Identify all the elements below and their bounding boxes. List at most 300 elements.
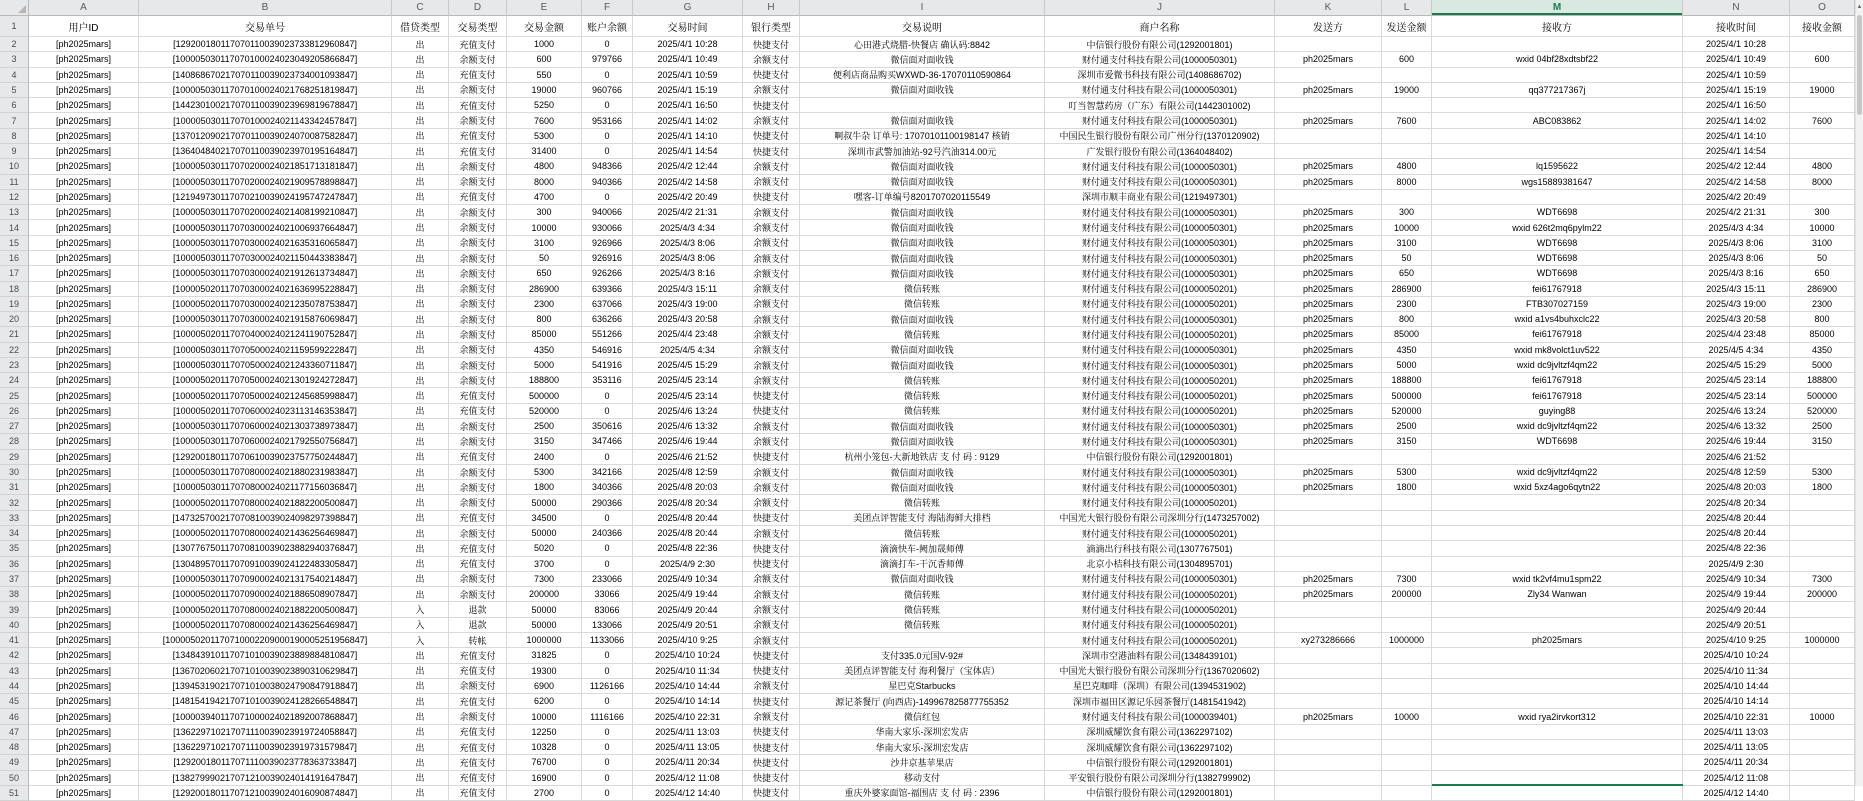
cell-K35[interactable] [1275,541,1382,556]
cell-L47[interactable] [1382,725,1432,740]
cell-J13[interactable]: 财付通支付科技有限公司(1000050301) [1045,205,1275,220]
cell-C13[interactable]: 出 [392,205,449,220]
cell-C20[interactable]: 出 [392,312,449,327]
cell-M36[interactable] [1432,557,1683,572]
cell-J41[interactable]: 财付通支付科技有限公司(1000050201) [1045,633,1275,648]
cell-K14[interactable]: ph2025mars [1275,220,1382,235]
cell-J35[interactable]: 滴滴出行科技有限公司(1307767501) [1045,541,1275,556]
cell-K9[interactable] [1275,144,1382,159]
cell-J31[interactable]: 财付通支付科技有限公司(1000050301) [1045,480,1275,495]
cell-E5[interactable]: 19000 [507,83,582,98]
cell-E7[interactable]: 7600 [507,113,582,128]
cell-O47[interactable] [1790,725,1855,740]
cell-C17[interactable]: 出 [392,266,449,281]
cell-H43[interactable]: 快捷支付 [743,664,800,679]
cell-D31[interactable]: 余额支付 [449,480,507,495]
column-header-M[interactable]: 接收方 [1432,16,1683,37]
cell-A21[interactable]: [ph2025mars] [29,327,139,342]
cell-L40[interactable] [1382,618,1432,633]
cell-N35[interactable]: 2025/4/8 22:36 [1683,541,1790,556]
cell-D48[interactable]: 充值支付 [449,740,507,755]
cell-C5[interactable]: 出 [392,83,449,98]
cell-M40[interactable] [1432,618,1683,633]
cell-I43[interactable]: 美团点评智能支付 海利餐厅（宝体店） [800,664,1045,679]
cell-L14[interactable]: 10000 [1382,220,1432,235]
cell-I3[interactable]: 微信面对面收钱 [800,52,1045,67]
cell-O51[interactable] [1790,786,1855,801]
cell-K32[interactable] [1275,495,1382,510]
cell-H38[interactable]: 余额支付 [743,587,800,602]
scrollbar-thumb[interactable] [1857,15,1862,115]
cell-I23[interactable]: 微信面对面收钱 [800,358,1045,373]
cell-A43[interactable]: [ph2025mars] [29,664,139,679]
cell-O25[interactable]: 500000 [1790,388,1855,403]
cell-J22[interactable]: 财付通支付科技有限公司(1000050301) [1045,343,1275,358]
cell-G31[interactable]: 2025/4/8 20:03 [633,480,743,495]
cell-B31[interactable]: [100005030117070800024021177156036847] [139,480,392,495]
cell-I48[interactable]: 华南大家乐-深圳宏发店 [800,740,1045,755]
cell-A34[interactable]: [ph2025mars] [29,526,139,541]
cell-G2[interactable]: 2025/4/1 10:28 [633,37,743,52]
cell-K25[interactable]: ph2025mars [1275,388,1382,403]
cell-C49[interactable]: 出 [392,755,449,770]
cell-M51[interactable] [1432,786,1683,801]
cell-N21[interactable]: 2025/4/4 23:48 [1683,327,1790,342]
cell-G9[interactable]: 2025/4/1 14:54 [633,144,743,159]
cell-E4[interactable]: 550 [507,68,582,83]
cell-H51[interactable]: 快捷支付 [743,786,800,801]
cell-F4[interactable]: 0 [582,68,633,83]
row-number[interactable]: 25 [0,388,29,403]
cell-K28[interactable]: ph2025mars [1275,434,1382,449]
cell-M4[interactable] [1432,68,1683,83]
cell-E16[interactable]: 50 [507,251,582,266]
cell-A42[interactable]: [ph2025mars] [29,648,139,663]
cell-B49[interactable]: [129200180117071110039023778363733847] [139,755,392,770]
cell-D43[interactable]: 充值支付 [449,664,507,679]
cell-J42[interactable]: 深圳市空港油料有限公司(1348439101) [1045,648,1275,663]
cell-N36[interactable]: 2025/4/9 2:30 [1683,557,1790,572]
cell-O35[interactable] [1790,541,1855,556]
cell-F36[interactable]: 0 [582,557,633,572]
cell-B45[interactable]: [148154194217071010039024128266548847] [139,694,392,709]
cell-A31[interactable]: [ph2025mars] [29,480,139,495]
cell-F26[interactable]: 0 [582,404,633,419]
cell-G10[interactable]: 2025/4/2 12:44 [633,159,743,174]
cell-B48[interactable]: [136229710217071110039023919731579847] [139,740,392,755]
cell-K17[interactable]: ph2025mars [1275,266,1382,281]
cell-C46[interactable]: 出 [392,709,449,724]
cell-I46[interactable]: 微信红包 [800,709,1045,724]
cell-I16[interactable]: 微信面对面收钱 [800,251,1045,266]
cell-E2[interactable]: 1000 [507,37,582,52]
cell-M46[interactable]: wxid rya2irvkort312 [1432,709,1683,724]
cell-J38[interactable]: 财付通支付科技有限公司(1000050201) [1045,587,1275,602]
cell-B2[interactable]: [129200180117070110039023733812960847] [139,37,392,52]
cell-B26[interactable]: [100005020117070600024023113146353847] [139,404,392,419]
cell-A13[interactable]: [ph2025mars] [29,205,139,220]
cell-D11[interactable]: 余额支付 [449,175,507,190]
cell-L43[interactable] [1382,664,1432,679]
cell-I10[interactable]: 微信面对面收钱 [800,159,1045,174]
cell-H14[interactable]: 余额支付 [743,220,800,235]
cell-D15[interactable]: 余额支付 [449,236,507,251]
cell-C2[interactable]: 出 [392,37,449,52]
cell-E30[interactable]: 5300 [507,465,582,480]
cell-L46[interactable]: 10000 [1382,709,1432,724]
cell-I35[interactable]: 滴滴快车-阙加晟师傅 [800,541,1045,556]
cell-D26[interactable]: 充值支付 [449,404,507,419]
cell-K30[interactable]: ph2025mars [1275,465,1382,480]
cell-H17[interactable]: 余额支付 [743,266,800,281]
cell-G29[interactable]: 2025/4/6 21:52 [633,450,743,465]
cell-H35[interactable]: 快捷支付 [743,541,800,556]
cell-N41[interactable]: 2025/4/10 9:25 [1683,633,1790,648]
cell-G43[interactable]: 2025/4/10 11:34 [633,664,743,679]
cell-A20[interactable]: [ph2025mars] [29,312,139,327]
cell-O22[interactable]: 4350 [1790,343,1855,358]
cell-L34[interactable] [1382,526,1432,541]
cell-D46[interactable]: 余额支付 [449,709,507,724]
cell-A27[interactable]: [ph2025mars] [29,419,139,434]
cell-C35[interactable]: 出 [392,541,449,556]
cell-O24[interactable]: 188800 [1790,373,1855,388]
cell-N33[interactable]: 2025/4/8 20:44 [1683,511,1790,526]
cell-H47[interactable]: 快捷支付 [743,725,800,740]
cell-E27[interactable]: 2500 [507,419,582,434]
cell-J44[interactable]: 星巴克咖啡（深圳）有限公司(1394531902) [1045,679,1275,694]
cell-L30[interactable]: 5300 [1382,465,1432,480]
cell-M13[interactable]: WDT6698 [1432,205,1683,220]
cell-E48[interactable]: 10328 [507,740,582,755]
cell-N25[interactable]: 2025/4/5 23:14 [1683,388,1790,403]
cell-H7[interactable]: 余额支付 [743,113,800,128]
cell-D41[interactable]: 转帐 [449,633,507,648]
cell-C39[interactable]: 入 [392,602,449,617]
cell-D3[interactable]: 余额支付 [449,52,507,67]
cell-I22[interactable]: 微信面对面收钱 [800,343,1045,358]
cell-F19[interactable]: 637066 [582,297,633,312]
cell-O39[interactable] [1790,602,1855,617]
cell-N17[interactable]: 2025/4/3 8:16 [1683,266,1790,281]
cell-O32[interactable] [1790,495,1855,510]
cell-B46[interactable]: [100003940117071000024021892007868847] [139,709,392,724]
cell-L5[interactable]: 19000 [1382,83,1432,98]
cell-E12[interactable]: 4700 [507,190,582,205]
cell-H36[interactable]: 快捷支付 [743,557,800,572]
cell-A23[interactable]: [ph2025mars] [29,358,139,373]
cell-A28[interactable]: [ph2025mars] [29,434,139,449]
cell-B28[interactable]: [100005030117070600024021792550756847] [139,434,392,449]
cell-A26[interactable]: [ph2025mars] [29,404,139,419]
cell-E33[interactable]: 34500 [507,511,582,526]
cell-G24[interactable]: 2025/4/5 23:14 [633,373,743,388]
cell-H12[interactable]: 快捷支付 [743,190,800,205]
cell-B33[interactable]: [147325700217070810039024098297398847] [139,511,392,526]
cell-G34[interactable]: 2025/4/8 20:44 [633,526,743,541]
cell-H16[interactable]: 余额支付 [743,251,800,266]
cell-I17[interactable]: 微信面对面收钱 [800,266,1045,281]
cell-M17[interactable]: WDT6698 [1432,266,1683,281]
cell-L36[interactable] [1382,557,1432,572]
cell-J48[interactable]: 深圳威耀饮食有限公司(1362297102) [1045,740,1275,755]
cell-C42[interactable]: 出 [392,648,449,663]
cell-D29[interactable]: 充值支付 [449,450,507,465]
row-number[interactable]: 19 [0,297,29,312]
cell-H4[interactable]: 快捷支付 [743,68,800,83]
cell-D39[interactable]: 退款 [449,602,507,617]
row-number[interactable]: 10 [0,159,29,174]
cell-K10[interactable]: ph2025mars [1275,159,1382,174]
cell-I26[interactable]: 微信转账 [800,404,1045,419]
cell-M12[interactable] [1432,190,1683,205]
cell-D20[interactable]: 余额支付 [449,312,507,327]
cell-L7[interactable]: 7600 [1382,113,1432,128]
cell-N12[interactable]: 2025/4/2 20:49 [1683,190,1790,205]
column-letter-F[interactable]: F [582,0,633,16]
cell-M11[interactable]: wgs15889381647 [1432,175,1683,190]
cell-J12[interactable]: 深圳市顺丰商业有限公司(1219497301) [1045,190,1275,205]
cell-B9[interactable]: [136404840217070110039023970195164847] [139,144,392,159]
cell-M39[interactable] [1432,602,1683,617]
cell-I42[interactable]: 支付335.0元国V-92# [800,648,1045,663]
cell-J14[interactable]: 财付通支付科技有限公司(1000050301) [1045,220,1275,235]
cell-N29[interactable]: 2025/4/6 21:52 [1683,450,1790,465]
cell-F10[interactable]: 948366 [582,159,633,174]
cell-C36[interactable]: 出 [392,557,449,572]
cell-I12[interactable]: 嘿客-订单编号8201707020115549 [800,190,1045,205]
cell-A47[interactable]: [ph2025mars] [29,725,139,740]
cell-O45[interactable] [1790,694,1855,709]
cell-B39[interactable]: [100005020117070800024021882200500847] [139,602,392,617]
cell-K39[interactable] [1275,602,1382,617]
cell-L8[interactable] [1382,129,1432,144]
cell-C31[interactable]: 出 [392,480,449,495]
cell-F51[interactable]: 0 [582,786,633,801]
cell-K49[interactable] [1275,755,1382,770]
cell-F16[interactable]: 926916 [582,251,633,266]
cell-O37[interactable]: 7300 [1790,572,1855,587]
cell-O9[interactable] [1790,144,1855,159]
cell-I30[interactable]: 微信面对面收钱 [800,465,1045,480]
column-header-F[interactable]: 账户余额 [582,16,633,37]
cell-L32[interactable] [1382,495,1432,510]
cell-D28[interactable]: 余额支付 [449,434,507,449]
cell-A45[interactable]: [ph2025mars] [29,694,139,709]
cell-J25[interactable]: 财付通支付科技有限公司(1000050201) [1045,388,1275,403]
column-letter-E[interactable]: E [507,0,582,16]
cell-I6[interactable] [800,98,1045,113]
cell-C47[interactable]: 出 [392,725,449,740]
cell-J21[interactable]: 财付通支付科技有限公司(1000050201) [1045,327,1275,342]
cell-L15[interactable]: 3100 [1382,236,1432,251]
row-number[interactable]: 35 [0,541,29,556]
row-number[interactable]: 51 [0,786,29,801]
cell-A46[interactable]: [ph2025mars] [29,709,139,724]
cell-O44[interactable] [1790,679,1855,694]
cell-F14[interactable]: 930066 [582,220,633,235]
cell-N45[interactable]: 2025/4/10 14:14 [1683,694,1790,709]
cell-M43[interactable] [1432,664,1683,679]
cell-F45[interactable]: 0 [582,694,633,709]
cell-A51[interactable]: [ph2025mars] [29,786,139,801]
cell-D50[interactable]: 充值支付 [449,771,507,786]
cell-M44[interactable] [1432,679,1683,694]
cell-F13[interactable]: 940066 [582,205,633,220]
cell-B17[interactable]: [100005030117070300024021912613734847] [139,266,392,281]
cell-E37[interactable]: 7300 [507,572,582,587]
column-letter-D[interactable]: D [449,0,507,16]
row-number[interactable]: 48 [0,740,29,755]
cell-A12[interactable]: [ph2025mars] [29,190,139,205]
cell-B24[interactable]: [100005020117070500024021301924272847] [139,373,392,388]
cell-B15[interactable]: [100005030117070300024021635316065847] [139,236,392,251]
cell-H44[interactable]: 余额支付 [743,679,800,694]
cell-F28[interactable]: 347466 [582,434,633,449]
cell-I9[interactable]: 深圳市武警加油站-92号汽油314.00元 [800,144,1045,159]
row-number[interactable]: 16 [0,251,29,266]
cell-G11[interactable]: 2025/4/2 14:58 [633,175,743,190]
cell-B16[interactable]: [100005030117070300024021150443383847] [139,251,392,266]
row-number[interactable]: 8 [0,129,29,144]
cell-D18[interactable]: 余额支付 [449,282,507,297]
cell-N13[interactable]: 2025/4/2 21:31 [1683,205,1790,220]
cell-O26[interactable]: 520000 [1790,404,1855,419]
cell-E50[interactable]: 16900 [507,771,582,786]
cell-J11[interactable]: 财付通支付科技有限公司(1000050301) [1045,175,1275,190]
cell-E10[interactable]: 4800 [507,159,582,174]
row-number[interactable]: 29 [0,450,29,465]
cell-M19[interactable]: FTB307027159 [1432,297,1683,312]
cell-L28[interactable]: 3150 [1382,434,1432,449]
cell-B10[interactable]: [100005030117070200024021851713181847] [139,159,392,174]
cell-E51[interactable]: 2700 [507,786,582,801]
cell-D36[interactable]: 充值支付 [449,557,507,572]
cell-I45[interactable]: 源记茶餐厅 (向西店)-149967825877755352 [800,694,1045,709]
row-number[interactable]: 4 [0,68,29,83]
cell-M7[interactable]: ABC083862 [1432,113,1683,128]
cell-I41[interactable] [800,633,1045,648]
cell-B20[interactable]: [100005030117070300024021915876069847] [139,312,392,327]
row-number[interactable]: 46 [0,709,29,724]
cell-K20[interactable]: ph2025mars [1275,312,1382,327]
cell-N47[interactable]: 2025/4/11 13:03 [1683,725,1790,740]
cell-E18[interactable]: 286900 [507,282,582,297]
cell-I11[interactable]: 微信面对面收钱 [800,175,1045,190]
cell-E24[interactable]: 188800 [507,373,582,388]
cell-F43[interactable]: 0 [582,664,633,679]
cell-M21[interactable]: fei61767918 [1432,327,1683,342]
cell-H18[interactable]: 余额支付 [743,282,800,297]
cell-K38[interactable]: ph2025mars [1275,587,1382,602]
cell-O5[interactable]: 19000 [1790,83,1855,98]
cell-C25[interactable]: 出 [392,388,449,403]
cell-A4[interactable]: [ph2025mars] [29,68,139,83]
cell-B18[interactable]: [100005020117070300024021636995228847] [139,282,392,297]
cell-B38[interactable]: [100005020117070900024021886508907847] [139,587,392,602]
row-number[interactable]: 26 [0,404,29,419]
cell-I24[interactable]: 微信转账 [800,373,1045,388]
cell-H22[interactable]: 余额支付 [743,343,800,358]
cell-D34[interactable]: 余额支付 [449,526,507,541]
cell-E28[interactable]: 3150 [507,434,582,449]
row-number[interactable]: 41 [0,633,29,648]
cell-E42[interactable]: 31825 [507,648,582,663]
cell-N28[interactable]: 2025/4/6 19:44 [1683,434,1790,449]
cell-G15[interactable]: 2025/4/3 8:06 [633,236,743,251]
cell-B51[interactable]: [129200180117071210039024016090874847] [139,786,392,801]
cell-O2[interactable] [1790,37,1855,52]
cell-D6[interactable]: 充值支付 [449,98,507,113]
cell-F41[interactable]: 1133066 [582,633,633,648]
column-letter-M[interactable]: M [1432,0,1683,16]
cell-I39[interactable]: 微信转账 [800,602,1045,617]
cell-G3[interactable]: 2025/4/1 10:49 [633,52,743,67]
cell-K19[interactable]: ph2025mars [1275,297,1382,312]
cell-A14[interactable]: [ph2025mars] [29,220,139,235]
cell-D12[interactable]: 充值支付 [449,190,507,205]
cell-E17[interactable]: 650 [507,266,582,281]
cell-C19[interactable]: 出 [392,297,449,312]
row-number[interactable]: 20 [0,312,29,327]
cell-B22[interactable]: [100005030117070500024021159599222847] [139,343,392,358]
cell-M15[interactable]: WDT6698 [1432,236,1683,251]
cell-H23[interactable]: 余额支付 [743,358,800,373]
cell-G8[interactable]: 2025/4/1 14:10 [633,129,743,144]
cell-C24[interactable]: 出 [392,373,449,388]
cell-A7[interactable]: [ph2025mars] [29,113,139,128]
cell-F29[interactable]: 0 [582,450,633,465]
cell-B47[interactable]: [136229710217071110039023919724058847] [139,725,392,740]
cell-N8[interactable]: 2025/4/1 14:10 [1683,129,1790,144]
cell-N14[interactable]: 2025/4/3 4:34 [1683,220,1790,235]
cell-G13[interactable]: 2025/4/2 21:31 [633,205,743,220]
cell-G38[interactable]: 2025/4/9 19:44 [633,587,743,602]
cell-E39[interactable]: 50000 [507,602,582,617]
cell-F37[interactable]: 233066 [582,572,633,587]
cell-C38[interactable]: 出 [392,587,449,602]
cell-N27[interactable]: 2025/4/6 13:32 [1683,419,1790,434]
cell-L2[interactable] [1382,37,1432,52]
cell-N10[interactable]: 2025/4/2 12:44 [1683,159,1790,174]
cell-L26[interactable]: 520000 [1382,404,1432,419]
row-number[interactable]: 11 [0,175,29,190]
cell-A48[interactable]: [ph2025mars] [29,740,139,755]
cell-I8[interactable]: 啊叔牛杂 订单号: 17070101100198147 核销 [800,129,1045,144]
cell-C32[interactable]: 出 [392,495,449,510]
row-number[interactable]: 38 [0,587,29,602]
cell-H39[interactable]: 余额支付 [743,602,800,617]
cell-E26[interactable]: 520000 [507,404,582,419]
cell-F20[interactable]: 636266 [582,312,633,327]
cell-K48[interactable] [1275,740,1382,755]
cell-F33[interactable]: 0 [582,511,633,526]
cell-L13[interactable]: 300 [1382,205,1432,220]
cell-N24[interactable]: 2025/4/5 23:14 [1683,373,1790,388]
cell-I5[interactable]: 微信面对面收钱 [800,83,1045,98]
cell-B8[interactable]: [137012090217070110039024070087582847] [139,129,392,144]
cell-H50[interactable]: 快捷支付 [743,771,800,786]
row-number[interactable]: 45 [0,694,29,709]
cell-K44[interactable] [1275,679,1382,694]
cell-E29[interactable]: 2400 [507,450,582,465]
cell-G45[interactable]: 2025/4/10 14:14 [633,694,743,709]
cell-L51[interactable] [1382,786,1432,801]
cell-N16[interactable]: 2025/4/3 8:06 [1683,251,1790,266]
cell-O12[interactable] [1790,190,1855,205]
cell-N15[interactable]: 2025/4/3 8:06 [1683,236,1790,251]
cell-K11[interactable]: ph2025mars [1275,175,1382,190]
